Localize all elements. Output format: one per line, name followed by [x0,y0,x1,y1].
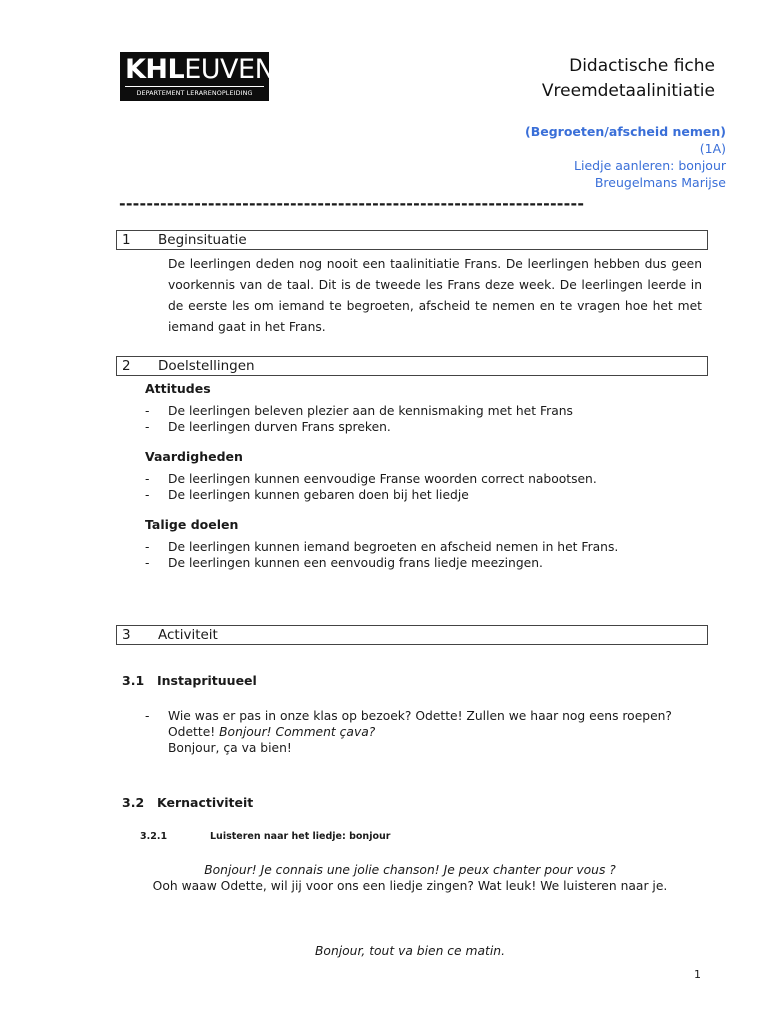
kern-quote-1: Bonjour! Je connais une jolie chanson! Je peux chanter pour vous ? [204,863,616,877]
logo-subtitle: DEPARTEMENT LERARENOPLEIDING [136,89,253,97]
subsection-3-2-1-heading: 3.2.1 Luisteren naar het liedje: bonjour [140,831,391,842]
instap-list [145,708,672,756]
section-1-header [116,230,708,250]
list-item: - De leerlingen kunnen iemand begroeten en afscheid nemen in het Frans. [145,539,618,555]
title-line-1: Didactische fiche [569,56,715,76]
list-item: - De leerlingen durven Frans spreken. [145,419,573,435]
beginsituatie-text: De leerlingen deden nog nooit een taalinitiatie Frans. De leerlingen hebben dus geen voorkennis van de taal. Dit is de tweede les Frans deze week. De leerlingen leerde in de eerste les om iemand te begroeten, afscheid te nemen en te vragen hoe het met iemand gaat in het Frans. [168,257,702,334]
section-title: Doelstellingen [158,358,255,374]
vaardigheden-list [145,471,597,503]
subsection-3-1-heading: 3.1 Instaprituueel [122,673,257,688]
header-divider: -------------------------------------------------------------------- [119,194,585,213]
section-title: Activiteit [158,627,218,643]
section-number: 1 [122,232,131,248]
lesson-name: Liedje aanleren: bonjour [574,158,726,173]
lesson-grade: (1A) [699,141,726,156]
section-number: 3 [122,627,131,643]
section-2-header [116,356,708,376]
page-number: 1 [694,968,701,981]
list-item: - De leerlingen kunnen gebaren doen bij het liedje [145,487,597,503]
section-3-header [116,625,708,645]
khleuven-logo [120,52,275,101]
logo-wordmark: KHLEUVEN [125,54,275,85]
subsection-3-2-heading: 3.2 Kernactiviteit [122,795,254,810]
lesson-author: Breugelmans Marijse [594,175,726,190]
logo-rule [125,86,264,87]
talige-doelen-heading: Talige doelen [145,517,239,532]
list-item: - Wie was er pas in onze klas op bezoek? Odette! Zullen we haar nog eens roepen? Odette! Bonjour! Comment çava? Bonjour, ça va bien! [145,708,672,756]
lesson-meta [525,123,726,191]
kern-quote-3: Bonjour, tout va bien ce matin. [314,944,505,958]
lesson-topic: (Begroeten/afscheid nemen) [525,124,726,139]
vaardigheden-heading: Vaardigheden [145,449,243,464]
section-title: Beginsituatie [158,232,247,248]
section-number: 2 [122,358,131,374]
talige-doelen-list [145,539,618,571]
document-title [542,54,715,104]
attitudes-list [145,403,573,435]
attitudes-heading: Attitudes [145,381,211,396]
list-item: - De leerlingen kunnen eenvoudige Franse woorden correct nabootsen. [145,471,597,487]
title-line-2: Vreemdetaalinitiatie [541,81,715,101]
kern-text-2: Ooh waaw Odette, wil jij voor ons een liedje zingen? Wat leuk! We luisteren naar je. [152,879,668,893]
list-item: - De leerlingen beleven plezier aan de kennismaking met het Frans [145,403,573,419]
list-item: - De leerlingen kunnen een eenvoudig frans liedje meezingen. [145,555,618,571]
